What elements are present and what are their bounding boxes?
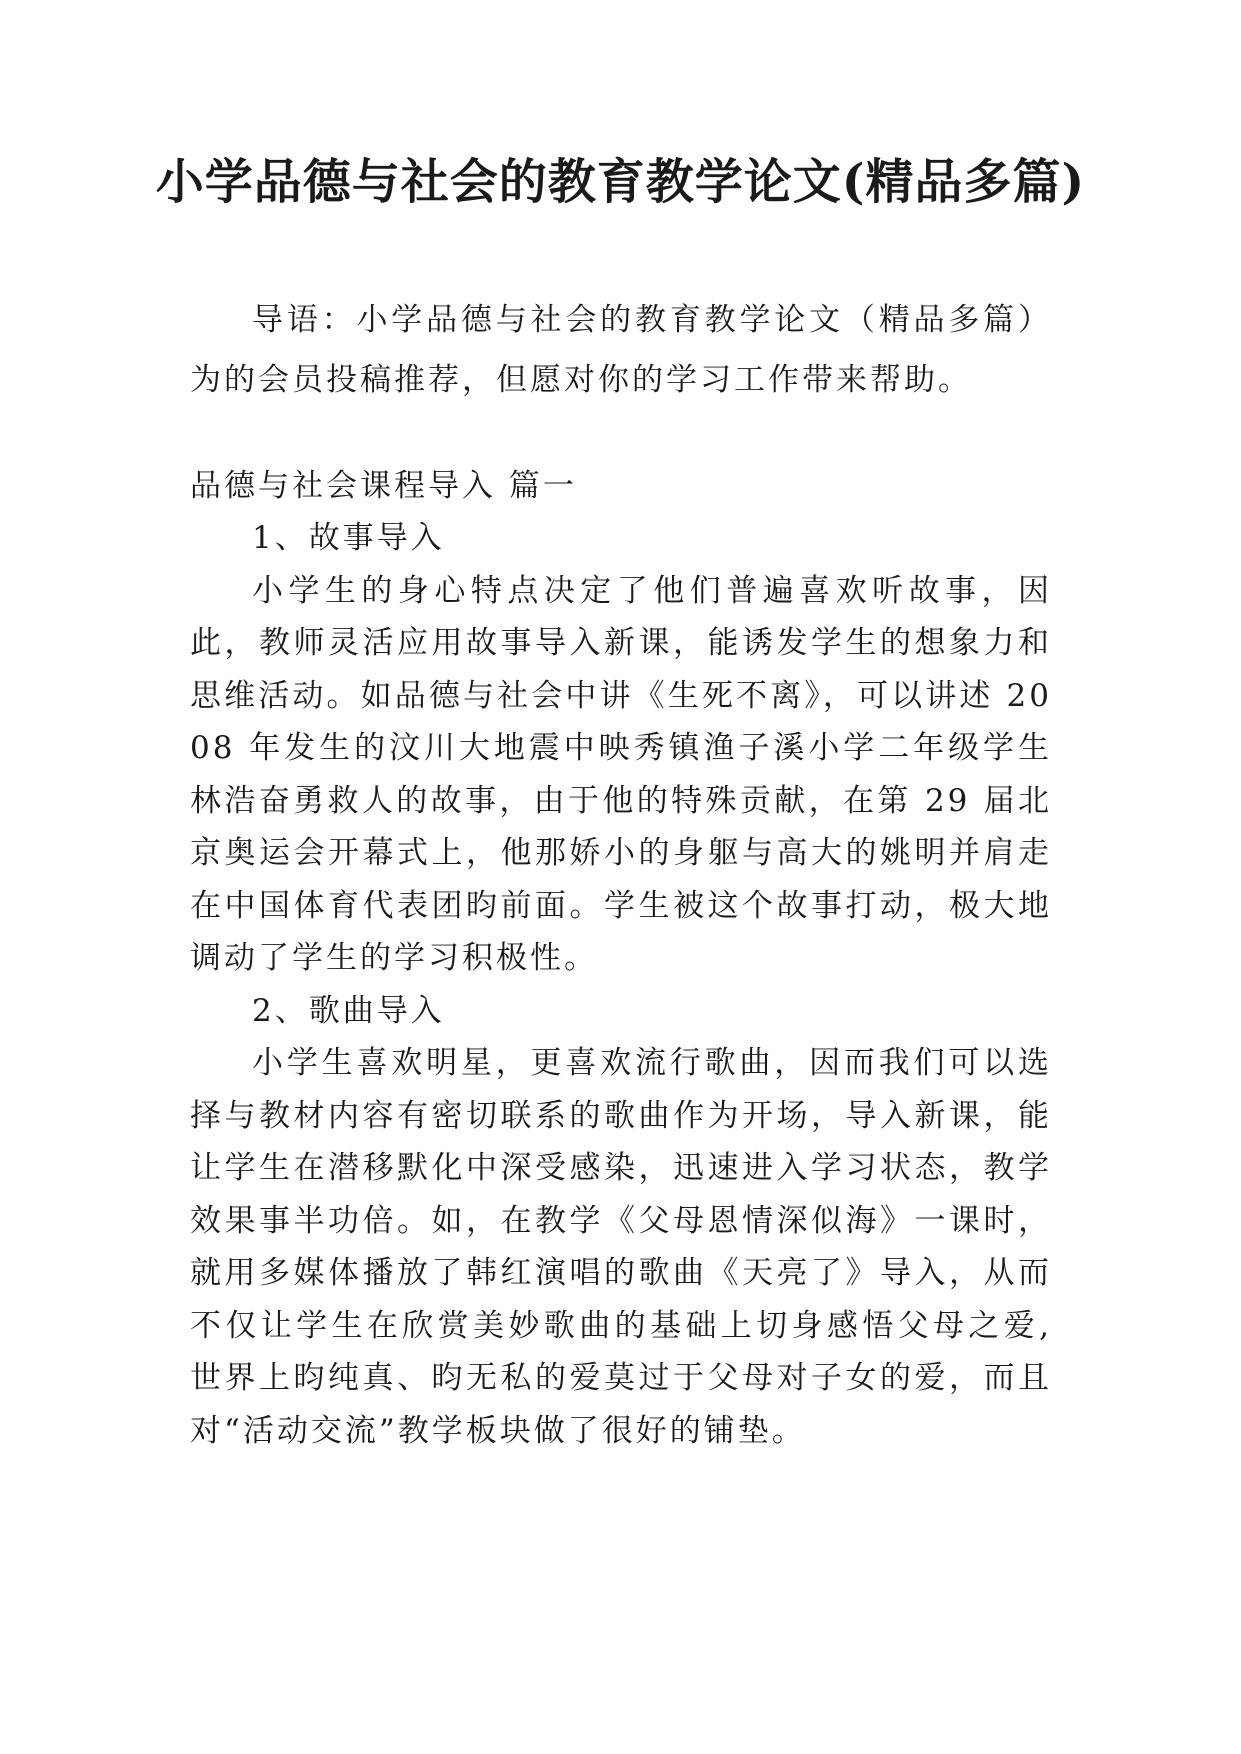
intro-paragraph: 导语：小学品德与社会的教育教学论文（精品多篇）为的会员投稿推荐，但愿对你的学习工作带来帮助。 xyxy=(190,302,1052,398)
paragraph-story-intro: 小学生的身心特点决定了他们普遍喜欢听故事，因此，教师灵活应用故事导入新课，能诱发学生的想象力和思维活动。如品德与社会中讲《生死不离》，可以讲述 2008 年发生的汶川大地震中映秀镇渔子溪小学二年级学生林浩奋勇救人的故事，由于他的特殊贡献，在第 29 届北京奥运会开幕式上，他那娇小的身躯与高大的姚明并肩走在中国体育代表团昀前面。学生被这个故事打动，极大地调动了学生的学习积极性。 xyxy=(190,572,1052,976)
subheading-story-intro: 1、故事导入 xyxy=(252,520,445,556)
section-content xyxy=(190,512,1052,1457)
paragraph-song-intro: 小学生喜欢明星，更喜欢流行歌曲，因而我们可以选择与教材内容有密切联系的歌曲作为开场，导入新课，能让学生在潜移默化中深受感染，迅速进入学习状态，教学效果事半功倍。如，在教学《父母恩情深似海》一课时，就用多媒体播放了韩红演唱的歌曲《天亮了》导入，从而不仅让学生在欣赏美妙歌曲的基础上切身感悟父母之爱,世界上昀纯真、昀无私的爱莫过于父母对子女的爱，而且对“活动交流”教学板块做了很好的铺垫。 xyxy=(190,1045,1052,1449)
document-title: 小学品德与社会的教育教学论文(精品多篇) xyxy=(155,154,1086,210)
subheading-song-intro: 2、歌曲导入 xyxy=(252,992,445,1029)
section-heading: 品德与社会课程导入 篇一 xyxy=(190,468,577,504)
